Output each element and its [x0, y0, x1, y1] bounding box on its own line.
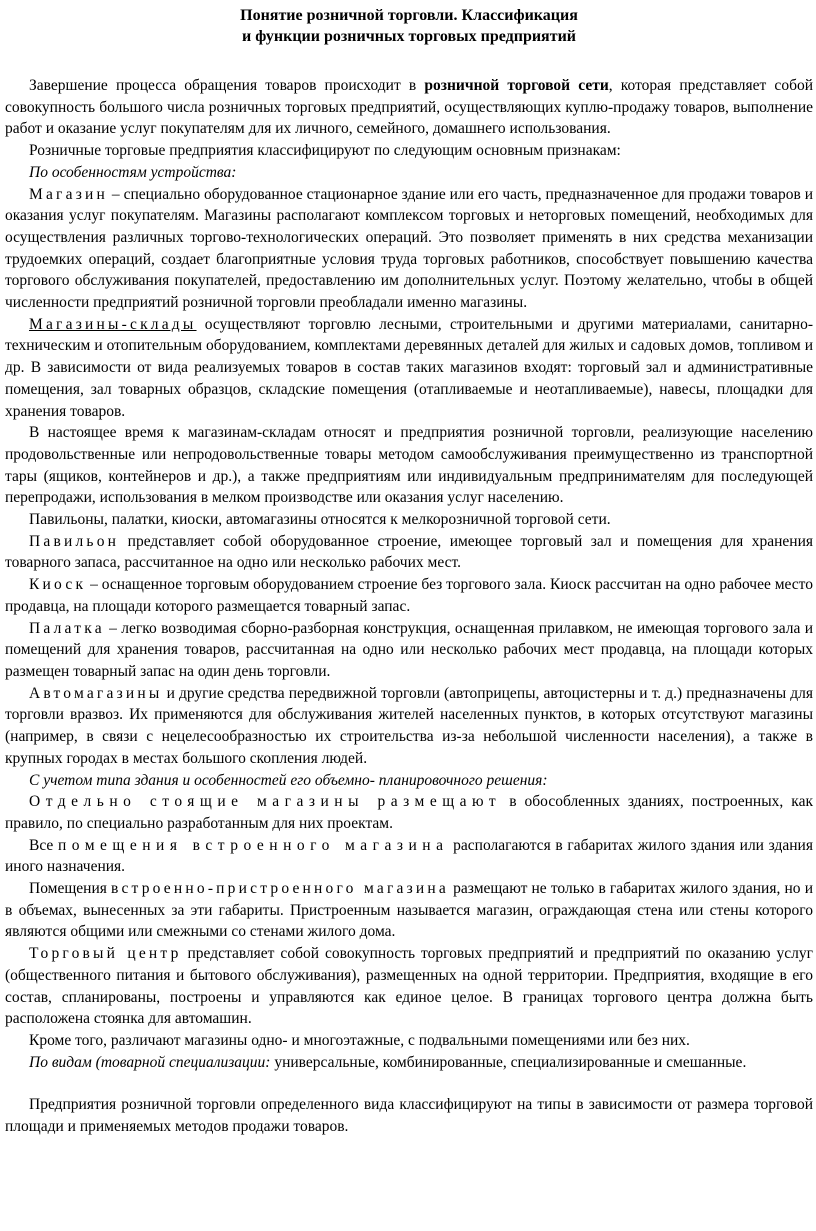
- retail-network-term: розничной торговой сети: [424, 77, 609, 94]
- term-kiosk: Киоск: [29, 576, 87, 594]
- term-built-in: помещения встроенного магазина: [57, 836, 449, 854]
- paragraph-kiosk: Киоск – оснащенное торговым оборудованием строение без торгового зала. Киоск рассчитан на одно рабочее место продавца, на площади которого размещается товарный запас.: [5, 576, 813, 615]
- term-shop: Магазин: [29, 185, 109, 203]
- paragraph-shopping-center: Торговый центр представляет собой совокупность торговых предприятий и предприятий по оказанию услуг (общественного питания и бытового обслуживания), размещенных на одной территории. Предприятия, входящие в его состав, спланированы, построены и управляются как единое целое. В границах торгового центра должна быть расположена стоянка для автомашин.: [5, 945, 813, 1028]
- subheading-by-structure: По особенностям устройства:: [29, 163, 237, 181]
- term-tent: Палатка: [29, 619, 105, 637]
- paragraph-warehouse-shops: Магазины-склады осуществляют торговлю лесными, строительными и другими материалами, санитарно-техническим и отопительным оборудованием, комплектами деревянных деталей для жилых и садовых домов, топливом и др. В зависимости от вида реализуемых товаров в состав таких магазинов входят: торговый зал и административные помещения, зал товарных образцов, складские помещения (отапливаемые и неотапливаемые), навесы, площадки для хранения товаров.: [5, 315, 813, 420]
- paragraph-auto-shops: Автомагазины и другие средства передвижной торговли (автоприцепы, автоцистерны и т. д.) предназначены для торговли вразвоз. Их применяются для обслуживания жителей населенных пунктов, в которых отсутствуют магазины (например, в связи с нецелесообразностью их строительства из-за небольшой численности населения), а также в крупных городах в местах большого скопления людей.: [5, 684, 813, 767]
- term-pavilion: Павильон: [29, 532, 120, 550]
- paragraph-types: Предприятия розничной торговли определенного вида классифицируют на типы в зависимости от размера торговой площади и применяемых методов продажи товаров.: [5, 1096, 813, 1136]
- title-line-2: и функции розничных торговых предприятий: [241, 28, 577, 45]
- title-line-1: Понятие розничной торговли. Классификация: [240, 7, 578, 24]
- paragraph-by-specialization: По видам (товарной специализации: универсальные, комбинированные, специализированные и смешанные.: [29, 1053, 747, 1071]
- term-built-in-attached: встроенно-пристроенного магазина: [111, 880, 449, 898]
- term-warehouse-shops: Магазины-склады: [29, 315, 197, 333]
- term-auto-shops: Автомагазины: [29, 684, 163, 702]
- paragraph-shop: Магазин – специально оборудованное стационарное здание или его часть, предназначенное для продажи товаров и оказания услуг покупателям. Магазины располагают комплексом торговых и неторговых помещений, необходимых для осуществления различных торгово-технологических операций. Это позволяет применять в них средства механизации трудоемких операций, создает благоприятные условия труда торговых работников, способствует повышению качества торгового обслуживания покупателей, предоставлению им дополнительных услуг. Поэтому желательно, чтобы в общей численности предприятий розничной торговли преобладали именно магазины.: [5, 185, 813, 312]
- term-shopping-center: Торговый центр: [29, 945, 182, 963]
- paragraph-classification: Розничные торговые предприятия классифицируют по следующим основным признакам:: [29, 142, 621, 160]
- paragraph-built-in-attached: Помещения встроенно-пристроенного магазина размещают не только в габаритах жилого здания, но и в объемах, вынесенных за эти габариты. Пристроенным называется магазин, ограждающая стена или стены которого являются общими или смежными со стенами жилого дома.: [5, 880, 814, 941]
- page-title: [5, 0, 813, 47]
- paragraph-pavilion: Павильон представляет собой оборудованное строение, имеющее торговый зал и помещения для хранения товарного запаса, рассчитанное на одно или несколько рабочих мест.: [5, 532, 813, 572]
- paragraph-small-retail: Павильоны, палатки, киоски, автомагазины относятся к мелкорозничной торговой сети.: [29, 511, 611, 529]
- paragraph-intro: Завершение процесса обращения товаров происходит в розничной торговой сети, которая представляет собой совокупность большого числа розничных торговых предприятий, осуществляющих куплю-продажу товаров, выполнение работ и оказание услуг покупателям для их личного, семейного, домашнего использования.: [5, 77, 813, 138]
- subheading-by-building: С учетом типа здания и особенностей его объемно- планировочного решения:: [29, 771, 548, 789]
- paragraph-tent: Палатка – легко возводимая сборно-разборная конструкция, оснащенная прилавком, не имеющая торгового зала и помещений для хранения товаров, рассчитанная на одно или несколько рабочих мест продавца, на площади которых размещен товарный запас на один день торговли.: [5, 619, 813, 680]
- paragraph-floors: Кроме того, различают магазины одно- и многоэтажные, с подвальными помещениями или без них.: [29, 1031, 690, 1049]
- paragraph-standalone: Отдельно стоящие магазины размещают в обособленных зданиях, построенных, как правило, по специально разработанным для них проектам.: [5, 793, 813, 832]
- paragraph-warehouse-shops-now: В настоящее время к магазинам-складам относят и предприятия розничной торговли, реализующие населению продовольственные или непродовольственные товары методом самообслуживания преимущественно из транспортной тары (ящиков, контейнеров и др.), а также предприятиям или индивидуальным предпринимателям для последующей перепродажи, использования в мелком производстве или оказания услуг населению.: [5, 424, 813, 507]
- document-body: [5, 75, 813, 1138]
- term-standalone: Отдельно стоящие магазины размещают: [29, 793, 502, 811]
- paragraph-built-in: Все помещения встроенного магазина располагаются в габаритах жилого здания или здания иного назначения.: [5, 836, 813, 876]
- subheading-by-specialization: По видам (товарной специализации:: [29, 1053, 271, 1071]
